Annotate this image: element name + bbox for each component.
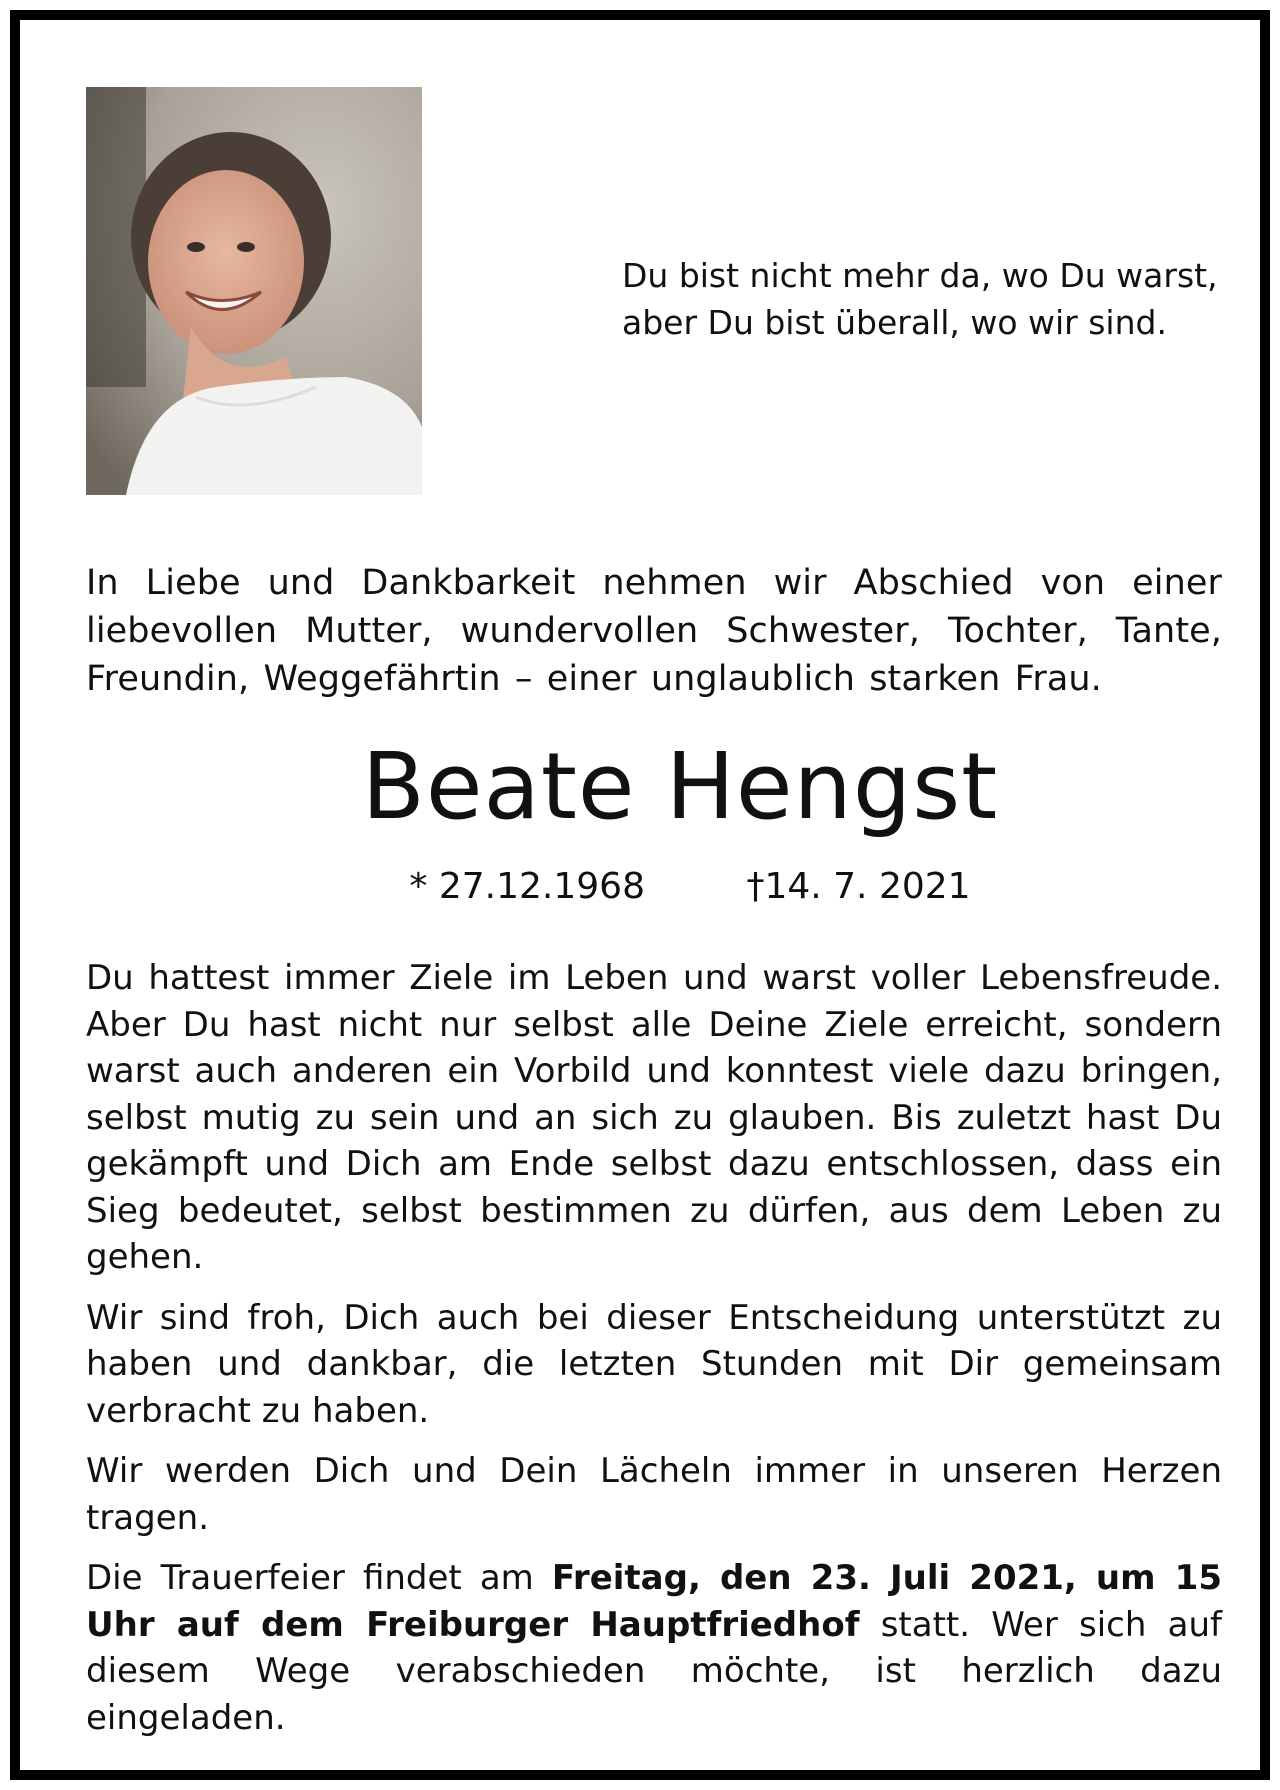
obituary-frame xyxy=(10,10,1270,1780)
funeral-tail: statt. Wer sich auf diesem Wege verabschieden möchte, ist herzlich dazu eingeladen. xyxy=(86,1604,1222,1738)
paragraph-smile: Wir werden Dich und Dein Lächeln immer in unseren Herzen tragen. xyxy=(86,1451,1222,1538)
intro-text: In Liebe und Dankbarkeit nehmen wir Abschied von einer liebevollen Mutter, wundervollen Schwester, Tochter, Tante, Freundin, Weggefährtin – einer unglaublich starken Frau. xyxy=(86,563,1222,699)
portrait-photo xyxy=(86,87,422,495)
life-dates xyxy=(50,863,1280,911)
memorial-quote xyxy=(622,252,1222,346)
paragraph-life: Du hattest immer Ziele im Leben und warst voller Lebensfreude. Aber Du hast nicht nur selbst alle Deine Ziele erreicht, sondern warst auch anderen ein Vorbild und konntest viele dazu bringen, selbst mutig zu sein und an sich zu glauben. Bis zuletzt hast Du gekämpft und Dich am Ende selbst dazu entschlossen, dass ein Sieg bedeutet, selbst bestimmen zu dürfen, aus dem Leben zu gehen. xyxy=(86,958,1222,1277)
funeral-details: Freitag, den 23. Juli 2021, um 15 Uhr auf dem Freiburger Hauptfriedhof xyxy=(86,1558,1222,1645)
paragraph-funeral xyxy=(86,1555,1222,1741)
portrait-image xyxy=(86,87,422,495)
death-date: †14. 7. 2021 xyxy=(746,866,971,907)
deceased-name: Beate Hengst xyxy=(361,733,999,840)
obituary-body xyxy=(86,955,1222,1755)
quote-line-2: aber Du bist überall, wo wir sind. xyxy=(622,303,1167,342)
paragraph-support: Wir sind froh, Dich auch bei dieser Entscheidung unterstützt zu haben und dankbar, die letzten Stunden mit Dir gemeinsam verbracht zu haben. xyxy=(86,1297,1222,1431)
funeral-lead: Die Trauerfeier findet am xyxy=(86,1558,552,1598)
birth-date: * 27.12.1968 xyxy=(409,866,645,907)
quote-line-1: Du bist nicht mehr da, wo Du warst, xyxy=(622,256,1218,295)
